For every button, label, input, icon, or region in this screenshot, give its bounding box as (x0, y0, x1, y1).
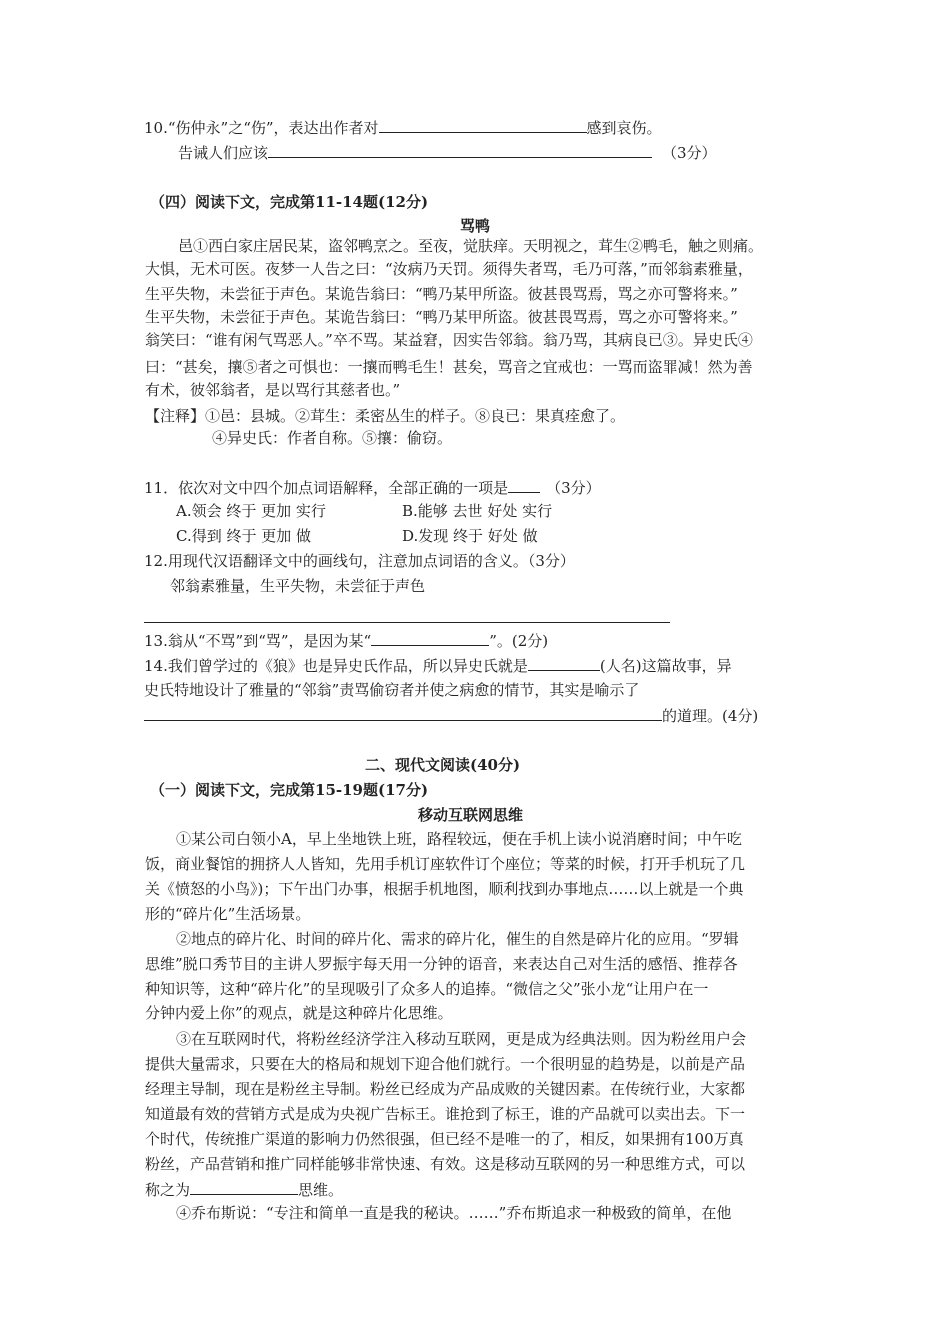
section-heading: （四）阅读下文，完成第11-14题(12分) (150, 193, 429, 211)
passage-text: 称之为 (145, 1181, 191, 1199)
answer-blank[interactable] (268, 142, 652, 158)
q10-text-end: 感到哀伤。 (586, 119, 662, 137)
answer-blank[interactable] (190, 1179, 298, 1195)
passage-line: ④乔布斯说：“专注和简单一直是我的秘诀。……”乔布斯追求一种极致的简单，在他 (176, 1204, 732, 1222)
annotation: ④异史氏：作者自称。⑤攘：偷窃。 (212, 429, 453, 447)
answer-blank[interactable] (371, 630, 489, 646)
q14-line1 (144, 655, 732, 676)
q11-text: 11．依次对文中四个加点词语解释，全部正确的一项是 (144, 479, 509, 497)
q14-text: 14.我们曾学过的《狼》也是异史氏作品，所以异史氏就是 (144, 657, 528, 675)
q10-line1 (144, 117, 662, 138)
passage-line: 经理主导制，现在是粉丝主导制。粉丝已经成为产品成败的关键因素。在传统行业，大家都 (145, 1080, 746, 1098)
passage-line: ①某公司白领小A，早上坐地铁上班，路程较远，便在手机上读小说消磨时间；中午吃 (176, 830, 742, 848)
passage-line: ③在互联网时代，将粉丝经济学注入移动互联网，更是成为经典法则。因为粉丝用户会 (176, 1030, 747, 1048)
q14-text-end: 的道理。(4分) (662, 707, 759, 725)
passage-line: 饭，商业餐馆的拥挤人人皆知，先用手机订座软件订个座位；等菜的时候，打开手机玩了几 (145, 855, 746, 873)
q14-line3 (144, 705, 758, 726)
option-d: D.发现 终于 好处 做 (402, 527, 538, 545)
answer-blank[interactable] (528, 655, 600, 671)
q10-text: 10.“伤仲永”之“伤”，表达出作者对 (144, 119, 379, 137)
score: （3分） (546, 479, 601, 497)
passage-line: 翁笑曰：“谁有闲气骂恶人。”卒不骂。某益窘，因实告邻翁。翁乃骂，其病良已③。异史氏④ (145, 331, 753, 349)
passage-line: 提供大量需求，只要在大的格局和规划下迎合他们就行。一个很明显的趋势是，以前是产品 (145, 1055, 746, 1073)
q14-line2: 史氏特地设计了雅量的“邻翁”责骂偷窃者并使之病愈的情节，其实是喻示了 (144, 681, 640, 699)
q10-line2 (178, 142, 717, 163)
option-a: A.领会 终于 更加 实行 (176, 502, 326, 520)
q11-stem (144, 477, 601, 498)
passage-title: 骂鸭 (460, 217, 491, 235)
option-b: B.能够 去世 好处 实行 (402, 502, 553, 520)
passage-line: 思维”脱口秀节目的主讲人罗振宇每天用一分钟的语音，来表达自己对生活的感悟、推荐各 (145, 955, 738, 973)
q13 (144, 630, 548, 651)
passage-line: 生平失物，未尝征于声色。某诡告翁曰：“鸭乃某甲所盗。彼甚畏骂焉，骂之亦可警将来。” (145, 285, 738, 303)
passage-line: 粉丝，产品营销和推广同样能够非常快速、有效。这是移动互联网的另一种思维方式，可以 (145, 1155, 746, 1173)
passage-line: 曰：“甚矣，攘⑤者之可惧也：一攘而鸭毛生！甚矣，骂音之宜戒也：一骂而盗罪减！然为善 (145, 358, 753, 376)
q14-text-end: (人名)这篇故事，异 (599, 657, 732, 675)
passage-line: 形的“碎片化”生活场景。 (145, 905, 311, 923)
score: （3分） (662, 144, 717, 162)
passage-line: 有术，彼邻翁者，是以骂行其慈者也。” (145, 381, 401, 399)
answer-blank[interactable] (508, 477, 540, 493)
annotation: 【注释】①邑：县城。②茸生：柔密丛生的样子。⑧良已：果真痊愈了。 (145, 407, 626, 425)
answer-blank[interactable] (144, 705, 662, 721)
answer-blank[interactable] (379, 117, 587, 133)
q13-text: 13.翁从“不骂”到“骂”，是因为某“ (144, 632, 372, 650)
q12-stem: 12.用现代汉语翻译文中的画线句，注意加点词语的含义。（3分） (144, 552, 575, 570)
passage-line-blank (145, 1179, 343, 1200)
passage-line: 种知识等，这种“碎片化”的呈现吸引了众多人的追捧。“微信之父”张小龙“让用户在一 (145, 980, 709, 998)
passage-line: 知道最有效的营销方式是成为央视广告标王。谁抢到了标王，谁的产品就可以卖出去。下一 (145, 1105, 746, 1123)
passage-text: 思维。 (298, 1181, 344, 1199)
passage-line: 邑①西白家庄居民某，盗邻鸭烹之。至夜，觉肤痒。天明视之，茸生②鸭毛，触之则痛。 (178, 237, 764, 255)
section-heading: （一）阅读下文，完成第15-19题(17分) (150, 781, 429, 799)
passage-title: 移动互联网思维 (418, 806, 524, 824)
q12-sentence: 邻翁素雅量，生平失物，未尝征于声色 (170, 577, 426, 595)
passage-line: ②地点的碎片化、时间的碎片化、需求的碎片化，催生的自然是碎片化的应用。“罗辑 (176, 930, 739, 948)
answer-line[interactable] (144, 622, 670, 623)
passage-line: 关《愤怒的小鸟》)；下午出门办事，根据手机地图，顺利找到办事地点……以上就是一个典 (145, 880, 744, 898)
option-c: C.得到 终于 更加 做 (176, 527, 312, 545)
passage-line: 大惧，无术可医。夜梦一人告之曰：“汝病乃天罚。须得失者骂，毛乃可落，”而邻翁素雅量， (145, 260, 753, 278)
part-heading: 二、现代文阅读(40分) (365, 756, 521, 774)
q13-text-end: ”。(2分) (489, 632, 549, 650)
passage-line: 生平失物，未尝征于声色。某诡告翁曰：“鸭乃某甲所盗。彼甚畏骂焉，骂之亦可警将来。” (145, 308, 738, 326)
passage-line: 分钟内爱上你”的观点，就是这种碎片化思维。 (145, 1004, 453, 1022)
passage-line: 个时代，传统推广渠道的影响力仍然很强，但已经不是唯一的了，相反，如果拥有100万真 (145, 1130, 744, 1148)
q10-text: 告诫人们应该 (178, 144, 269, 162)
